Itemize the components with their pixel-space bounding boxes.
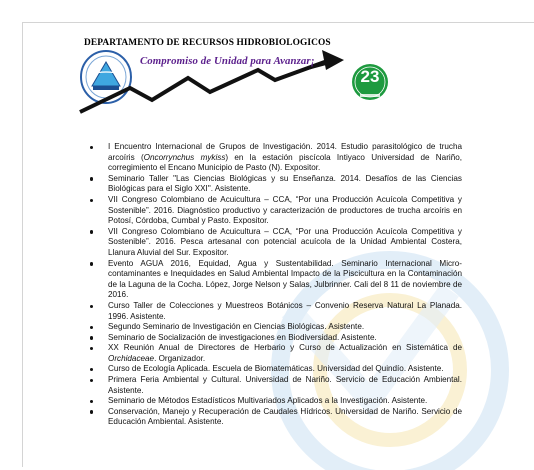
list-item: Seminario Taller "Las Ciencias Biológicas y su Enseñanza. 2014. Desafíos de las Ciencias Biológicas para el Siglo XXI". Asistente. <box>90 174 462 195</box>
list-item: I Encuentro Internacional de Grupos de Investigación. 2014. Estudio parasitológico de trucha arcoíris (Oncorrynchus mykiss) en la estación piscícola Intiyaco Universidad de Nariño, corregimiento el Encano Municipio de Pasto (N). Expositor. <box>90 142 462 174</box>
department-title: DEPARTAMENTO DE RECURSOS HIDROBIOLOGICOS <box>84 38 331 48</box>
slogan-text: Compromiso de Unidad para Avanzar¡ <box>140 55 315 67</box>
activities-list <box>90 142 462 428</box>
list-item: Curso Taller de Colecciones y Muestreos Botánicos – Convenio Reserva Natural La Planada. 1996. Asistente. <box>90 301 462 322</box>
list-item: Segundo Seminario de Investigación en Ciencias Biológicas. Asistente. <box>90 322 462 333</box>
list-item: Conservación, Manejo y Recuperación de Caudales Hídricos. Universidad de Nariño. Servicio de Educación Ambiental. Asistente. <box>90 407 462 428</box>
header-graphics <box>0 0 534 140</box>
badge-number: 23 <box>360 67 380 86</box>
list-item: Curso de Ecología Aplicada. Escuela de Biomatemáticas. Universidad del Quindío. Asistente. <box>90 364 462 375</box>
list-item: XX Reunión Anual de Directores de Herbario y Curso de Actualización en Sistemática de Orchidaceae. Organizador. <box>90 343 462 364</box>
list-item: VII Congreso Colombiano de Acuicultura – CCA, “Por una Producción Acuícola Competitiva y Sostenible”. 2016. Diagnóstico productivo y caracterización de productores de trucha arcoíris en Potosí, Córdoba, Cumbal y Pasto. Expositor. <box>90 195 462 227</box>
list-item: Seminario de Métodos Estadísticos Multivariados Aplicados a la Investigación. Asistente. <box>90 396 462 407</box>
list-item: VII Congreso Colombiano de Acuicultura – CCA, “Por una Producción Acuícola Competitiva y Sostenible”. 2016. Pesca artesanal con potencial acuícola de la Unidad Ambiental Costera, Llanura Aluvial del Sur. Expositor. <box>90 227 462 259</box>
list-item: Primera Feria Ambiental y Cultural. Universidad de Nariño. Servicio de Educación Ambiental. Asistente. <box>90 375 462 396</box>
list-item: Seminario de Socialización de investigaciones en Biodiversidad. Asistente. <box>90 333 462 344</box>
department-logo-icon <box>81 51 131 103</box>
list-item: Evento AGUA 2016, Equidad, Agua y Sustentabilidad. Seminario Internacional Micro-contaminantes e Inequidades en Salud Ambiental Impacto de la Piscicultura en la Contaminación de la Laguna de la Cocha. López, Jorge Nelson y Salas, Julbrinner. Cali del 8 11 de noviembre de 2016. <box>90 259 462 301</box>
